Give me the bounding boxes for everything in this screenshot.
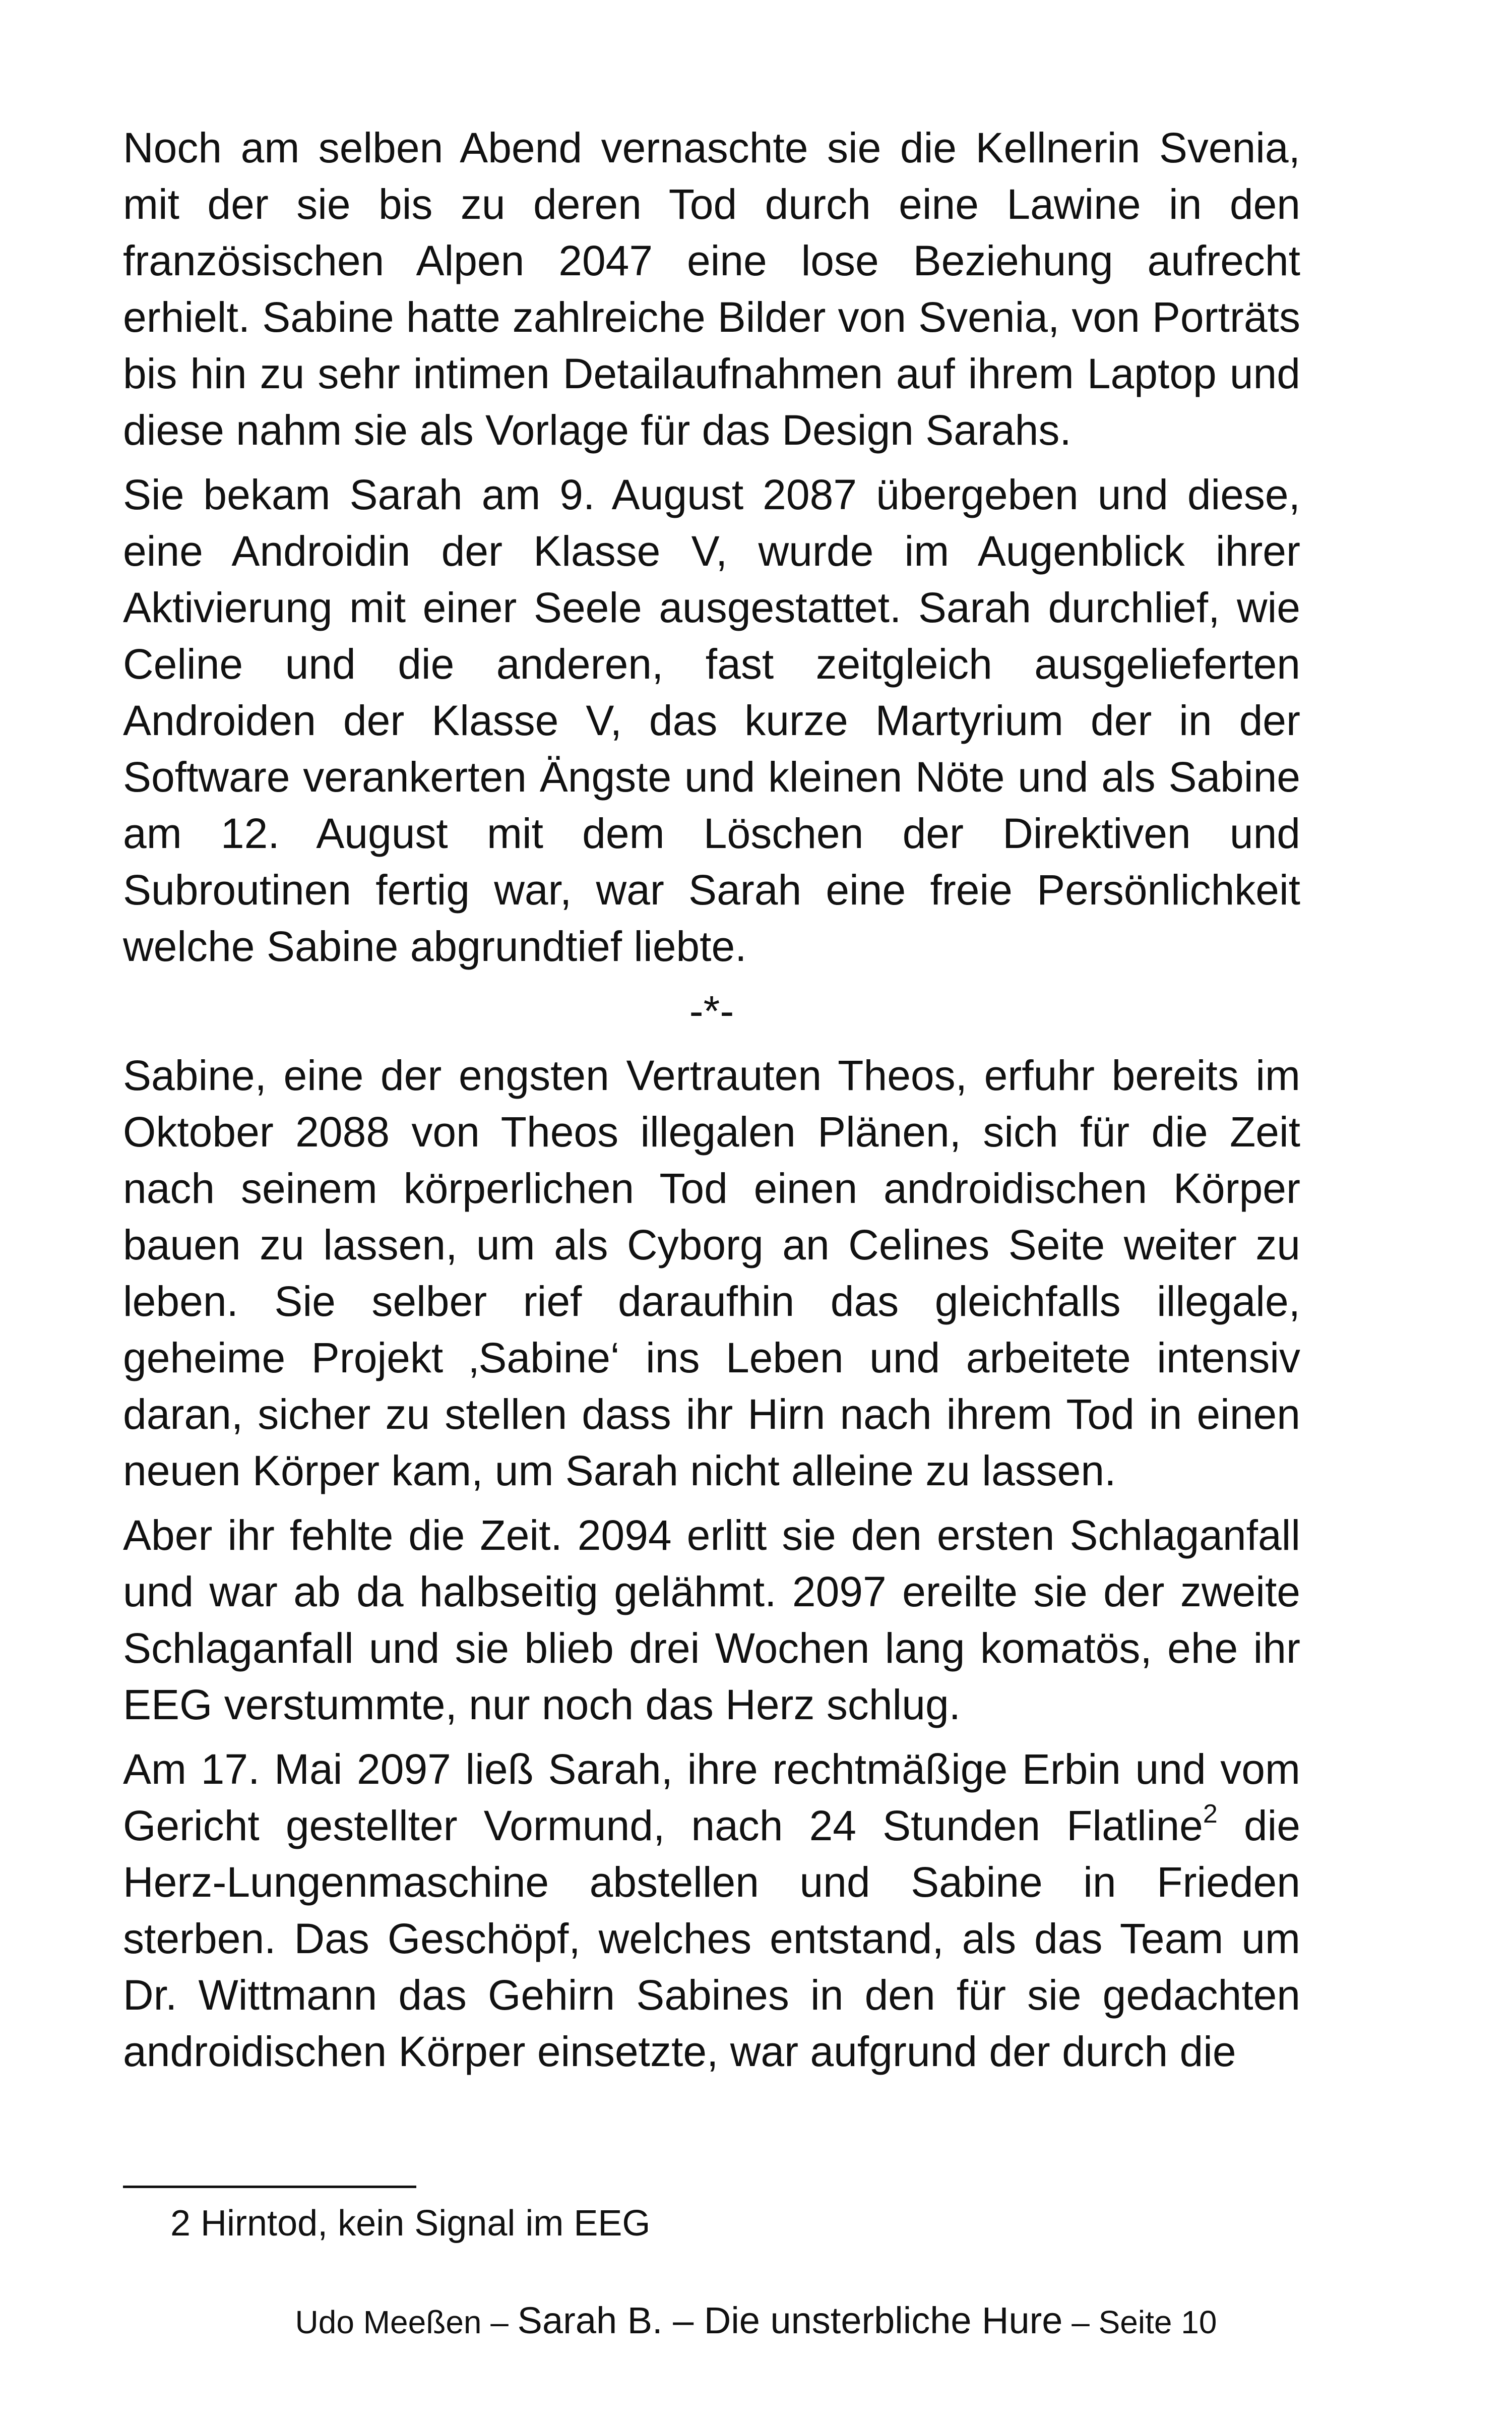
footer-author: Udo Meeßen: [295, 2304, 482, 2340]
footer-book-title: Sarah B. – Die unsterbliche Hure: [517, 2300, 1063, 2341]
footnote-rule: [123, 2186, 416, 2188]
footnote: 2 Hirntod, kein Signal im EEG: [170, 2203, 651, 2244]
paragraph-5-end: die Herz-Lungenmaschine abstellen und Sabine in Frieden sterben. Das Geschöpf, welches entstand, als das Team um Dr. Wittmann das Gehirn Sabines in den für sie gedachten androidischen Körper einsetzte, war aufgrund der durch die: [123, 1802, 1300, 2075]
footnote-reference: 2: [1203, 1799, 1218, 1829]
paragraph-5-start: Am 17. Mai 2097 ließ Sarah, ihre rechtmäßige Erbin und vom Gericht gestellter Vormund, nach 24 Stunden Flatline: [123, 1745, 1300, 1849]
paragraph-3: Sabine, eine der engsten Vertrauten Theos, erfuhr bereits im Oktober 2088 von Theos illegalen Plänen, sich für die Zeit nach seinem körperlichen Tod einen androidischen Körper bauen zu lassen, um als Cyborg an Celines Seite weiter zu leben. Sie selber rief daraufhin das gleichfalls illegale, geheime Projekt ‚Sabine‘ ins Leben und arbeitete intensiv daran, sicher zu stellen dass ihr Hirn nach ihrem Tod in einen neuen Körper kam, um Sarah nicht alleine zu lassen.: [123, 1052, 1300, 1494]
section-separator: -*-: [689, 987, 734, 1035]
paragraph-2: Sie bekam Sarah am 9. August 2087 übergeben und diese, eine Androidin der Klasse V, wurde im Augenblick ihrer Aktivierung mit einer Seele ausgestattet. Sarah durchlief, wie Celine und die anderen, fast zeitgleich ausgelieferten Androiden der Klasse V, das kurze Martyrium der in der Software verankerten Ängste und kleinen Nöte und als Sabine am 12. August mit dem Löschen der Direktiven und Subroutinen fertig war, war Sarah eine freie Persönlichkeit welche Sabine abgrundtief liebte.: [123, 471, 1300, 970]
paragraph-4: Aber ihr fehlte die Zeit. 2094 erlitt sie den ersten Schlaganfall und war ab da halbseitig gelähmt. 2097 ereilte sie der zweite Schlaganfall und sie blieb drei Wochen lang komatös, ehe ihr EEG verstummte, nur noch das Herz schlug.: [123, 1511, 1300, 1728]
footer-page-number: Seite 10: [1098, 2304, 1217, 2340]
footer-dash-1: –: [481, 2304, 518, 2340]
body-text: [123, 119, 1300, 2088]
footer-dash-2: –: [1062, 2304, 1099, 2340]
page-footer: [0, 2299, 1512, 2342]
paragraph-5: [123, 1741, 1300, 2080]
paragraph-1: Noch am selben Abend vernaschte sie die Kellnerin Svenia, mit der sie bis zu deren Tod durch eine Lawine in den französischen Alpen 2047 eine lose Beziehung aufrecht erhielt. Sabine hatte zahlreiche Bilder von Svenia, von Porträts bis hin zu sehr intimen Detailaufnahmen auf ihrem Laptop und diese nahm sie als Vorlage für das Design Sarahs.: [123, 124, 1300, 454]
